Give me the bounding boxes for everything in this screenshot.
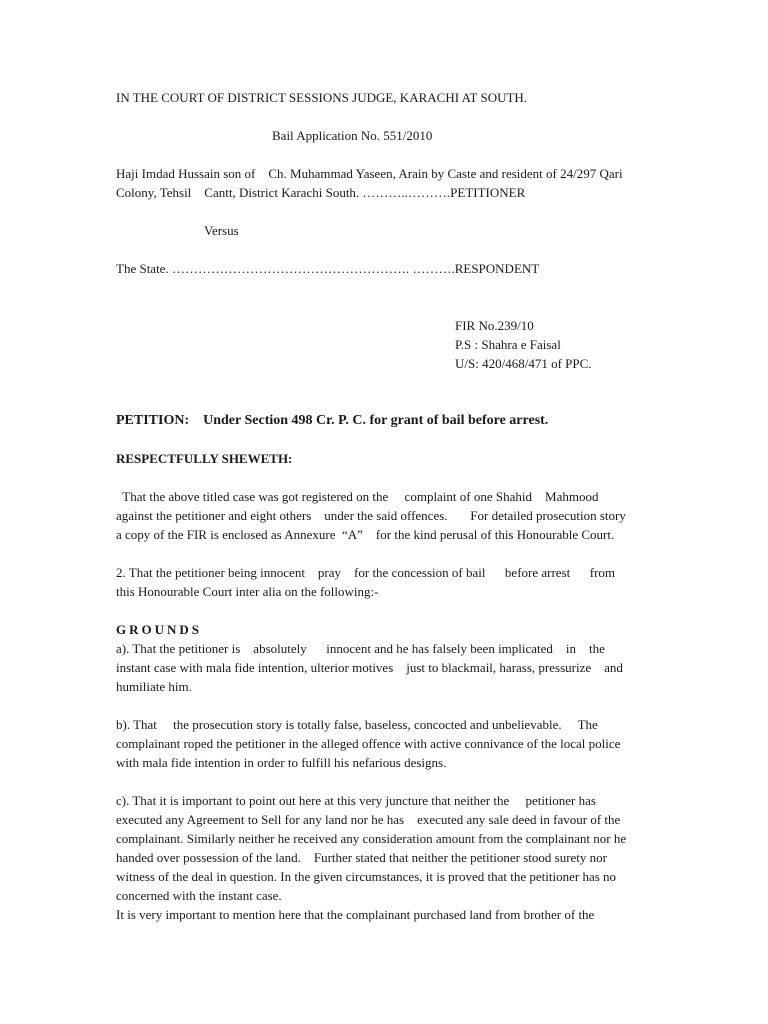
paragraph-1-line-2: against the petitioner and eight others under the said offences. For detailed prosecution story xyxy=(116,508,626,523)
ground-c-line-6: concerned with the instant case. xyxy=(116,888,282,903)
ground-a xyxy=(116,639,655,696)
ground-c-line-2: executed any Agreement to Sell for any land nor he has executed any sale deed in favour of the xyxy=(116,812,621,827)
ground-b-line-3: with mala fide intention in order to fulfill his nefarious designs. xyxy=(116,755,447,770)
ground-b-line-2: complainant roped the petitioner in the alleged offence with active connivance of the local police xyxy=(116,736,621,751)
paragraph-2-line-2: this Honourable Court inter alia on the following:- xyxy=(116,584,379,599)
respectfully-sheweth: RESPECTFULLY SHEWETH: xyxy=(116,451,293,466)
paragraph-2 xyxy=(116,563,655,601)
petition-heading xyxy=(116,411,548,430)
ground-c-line-7: It is very important to mention here that the complainant purchased land from brother of the xyxy=(116,907,595,922)
application-number: Bail Application No. 551/2010 xyxy=(272,128,433,143)
fir-number: FIR No.239/10 xyxy=(455,318,534,333)
sections: U/S: 420/468/471 of PPC. xyxy=(455,356,592,371)
paragraph-2-line-1: 2. That the petitioner being innocent pray for the concession of bail before arrest from xyxy=(116,565,616,580)
ground-a-line-1: a). That the petitioner is absolutely innocent and he has falsely been implicated in the xyxy=(116,641,605,656)
petitioner-line-2: Colony, Tehsil Cantt, District Karachi South. ………..……….PETITIONER xyxy=(116,185,526,200)
petitioner-block xyxy=(116,164,655,202)
fir-details xyxy=(455,316,592,373)
versus-label: Versus xyxy=(204,223,239,238)
paragraph-1 xyxy=(116,487,655,544)
paragraph-1-line-1: That the above titled case was got registered on the complaint of one Shahid Mahmood xyxy=(116,489,599,504)
ground-c xyxy=(116,791,655,924)
petitioner-line-1: Haji Imdad Hussain son of Ch. Muhammad Yaseen, Arain by Caste and resident of 24/297 Qari xyxy=(116,166,623,181)
ground-c-line-5: witness of the deal in question. In the given circumstances, it is proved that the petitioner has no xyxy=(116,869,617,884)
respondent-line: The State. ………………………………………………. ……….RESPONDENT xyxy=(116,261,540,276)
ground-c-line-3: complainant. Similarly neither he received any consideration amount from the complainant nor he xyxy=(116,831,627,846)
ground-a-line-3: humiliate him. xyxy=(116,679,192,694)
petition-label: PETITION: xyxy=(116,413,190,428)
police-station: P.S : Shahra e Faisal xyxy=(455,337,561,352)
ground-c-line-1: c). That it is important to point out here at this very juncture that neither the petitioner has xyxy=(116,793,596,808)
petition-text: Under Section 498 Cr. P. C. for grant of bail before arrest. xyxy=(203,413,549,428)
court-title: IN THE COURT OF DISTRICT SESSIONS JUDGE, KARACHI AT SOUTH. xyxy=(116,90,528,105)
ground-b-line-1: b). That the prosecution story is totally false, baseless, concocted and unbelievable. The xyxy=(116,717,598,732)
ground-c-line-4: handed over possession of the land. Further stated that neither the petitioner stood surety nor xyxy=(116,850,607,865)
ground-b xyxy=(116,715,655,772)
ground-a-line-2: instant case with mala fide intention, ulterior motives just to blackmail, harass, pressurize and xyxy=(116,660,623,675)
grounds-heading: GROUNDS xyxy=(116,622,203,637)
paragraph-1-line-3: a copy of the FIR is enclosed as Annexure “A” for the kind perusal of this Honourable Court. xyxy=(116,527,615,542)
